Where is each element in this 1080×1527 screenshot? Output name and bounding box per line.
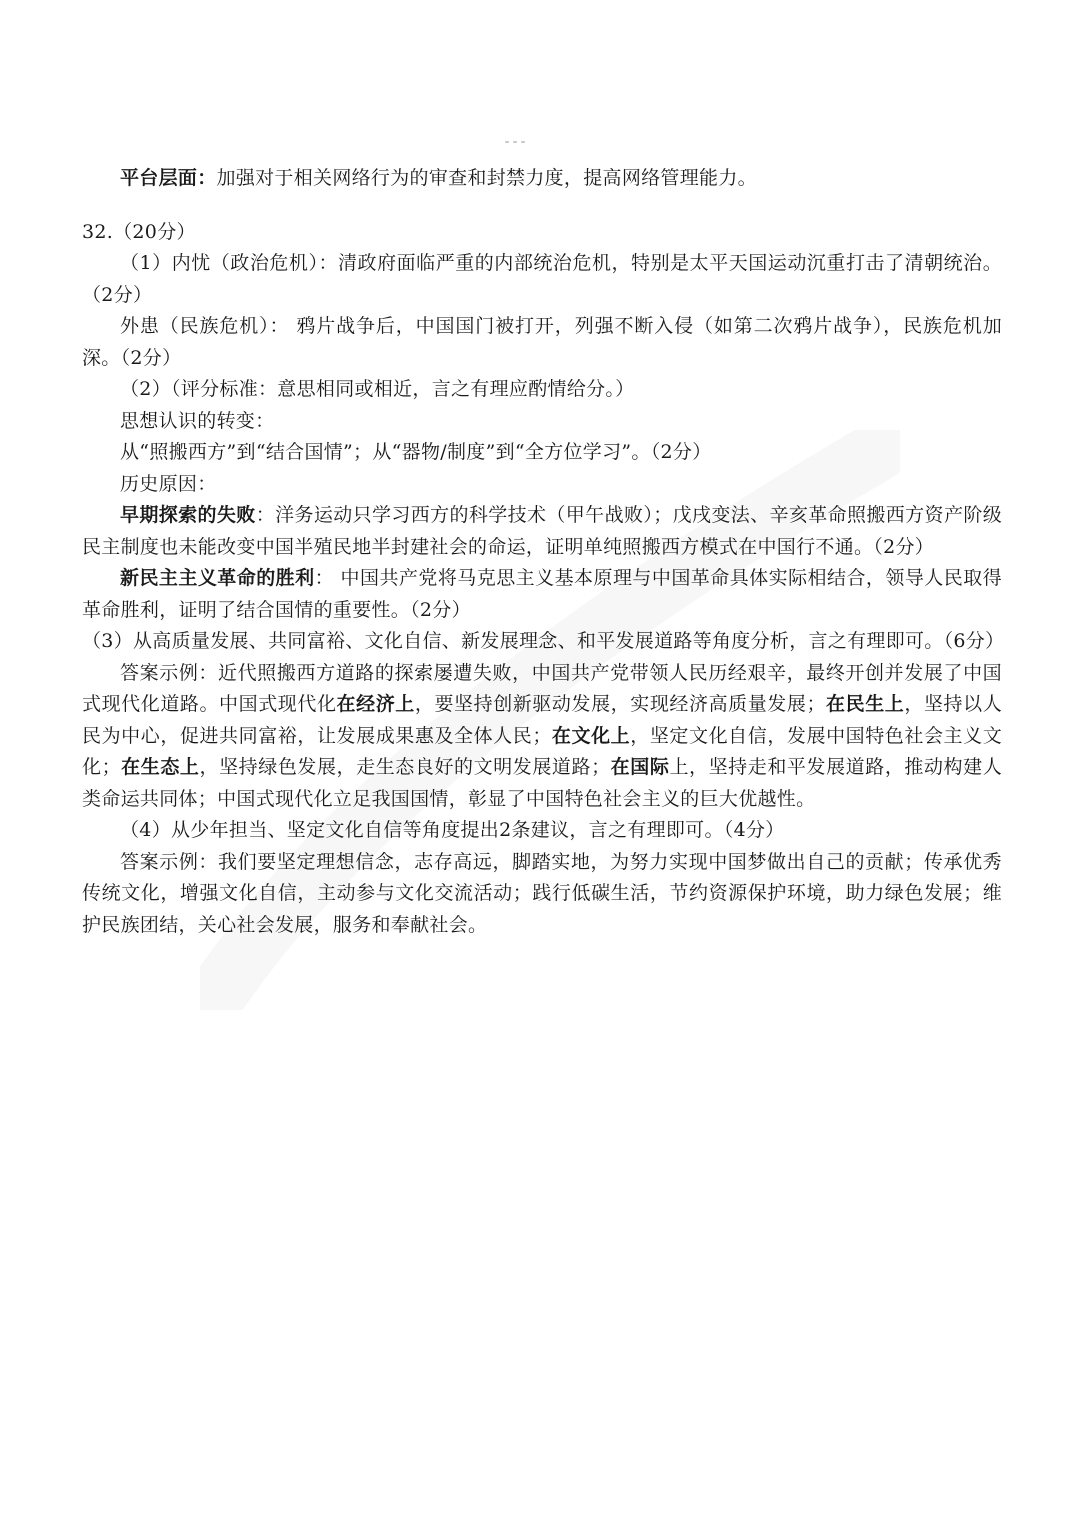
q32-part4-example: 答案示例：我们要坚定理想信念，志存高远，脚踏实地，为努力实现中国梦做出自己的贡献；传承优秀传统文化，增强文化自信，主动参与文化交流活动；践行低碳生活，节约资源保护环境，助力绿色发展；维护民族团结，关心社会发展，服务和奉献社会。	[82, 850, 1002, 936]
answer-content	[82, 163, 1005, 941]
q32-part3: （3）从高质量发展、共同富裕、文化自信、新发展理念、和平发展道路等角度分析，言之有理即可。（6分）	[82, 630, 1005, 652]
ex3-text-4: ，坚定文化自信，发展中国特色社会主义文化；	[82, 724, 1003, 778]
early-exploration-text: ：洋务运动只学习西方的科学技术（甲午战败）；戊戌变法、辛亥革命照搬西方资产阶级民主制度也未能改变中国半殖民地半封建社会的命运，证明单纯照搬西方模式在中国行不通。（2分）	[82, 504, 1003, 558]
ex3-text-5: ，坚持绿色发展，走生态良好的文明发展道路；	[199, 756, 611, 778]
ex3-bold-livelihood: 在民生上	[825, 693, 905, 715]
ex3-bold-ecology: 在生态上	[120, 756, 200, 778]
q32-early-exploration	[82, 500, 1002, 563]
ex3-text-3: ，坚持以人民为中心，促进共同富裕，让发展成果惠及全体人民；	[82, 693, 1003, 747]
q32-part1-internal: （1）内忧（政治危机）：清政府面临严重的内部统治危机，特别是太平天国运动沉重打击了清朝统治。（2分）	[82, 252, 1002, 306]
scan-mark	[505, 128, 535, 134]
q32-part2-criteria: （2）（评分标准：意思相同或相近，言之有理应酌情给分。）	[120, 378, 635, 400]
ex3-text-6: 上，坚持走和平发展道路，推动构建人类命运共同体；中国式现代化立足我国国情，彰显了中国特色社会主义的巨大优越性。	[82, 756, 1003, 810]
platform-paragraph	[82, 163, 1002, 195]
q32-part3-example	[82, 658, 1002, 816]
ex3-bold-economy: 在经济上	[336, 693, 415, 715]
q32-new-democratic-revolution	[82, 563, 1002, 626]
q32-part1-external: 外患（民族危机）： 鸦片战争后，中国国门被打开，列强不断入侵（如第二次鸦片战争），民族危机加深。（2分）	[82, 315, 1002, 369]
ex3-bold-culture: 在文化上	[551, 724, 631, 747]
early-exploration-label: 早期探索的失败	[120, 504, 256, 526]
ex3-bold-international: 在国际	[610, 756, 670, 778]
platform-text: 加强对于相关网络行为的审查和封禁力度，提高网络管理能力。	[216, 167, 757, 189]
new-democratic-text: ： 中国共产党将马克思主义基本原理与中国革命具体实际相结合，领导人民取得革命胜利，证明了结合国情的重要性。（2分）	[82, 567, 1002, 621]
new-democratic-label: 新民主主义革命的胜利	[120, 567, 315, 589]
platform-label: 平台层面：	[120, 167, 217, 189]
q32-part4: （4）从少年担当、坚定文化自信等角度提出2条建议，言之有理即可。（4分）	[120, 819, 785, 841]
question-32-header: 32.（20分）	[82, 220, 196, 243]
q32-part2-thought-text: 从“照搬西方”到“结合国情”；从“器物/制度”到“全方位学习”。（2分）	[120, 441, 712, 463]
ex3-text-1: 答案示例：近代照搬西方道路的探索屡遭失败，中国共产党带领人民历经艰辛，最终开创并发展了中国式现代化道路。中国式现代化	[82, 661, 1002, 715]
ex3-text-2: ，要坚持创新驱动发展，实现经济高质量发展；	[414, 693, 826, 715]
q32-part2-thought-label: 思想认识的转变：	[120, 409, 275, 432]
q32-part2-reason-label: 历史原因：	[120, 472, 217, 495]
